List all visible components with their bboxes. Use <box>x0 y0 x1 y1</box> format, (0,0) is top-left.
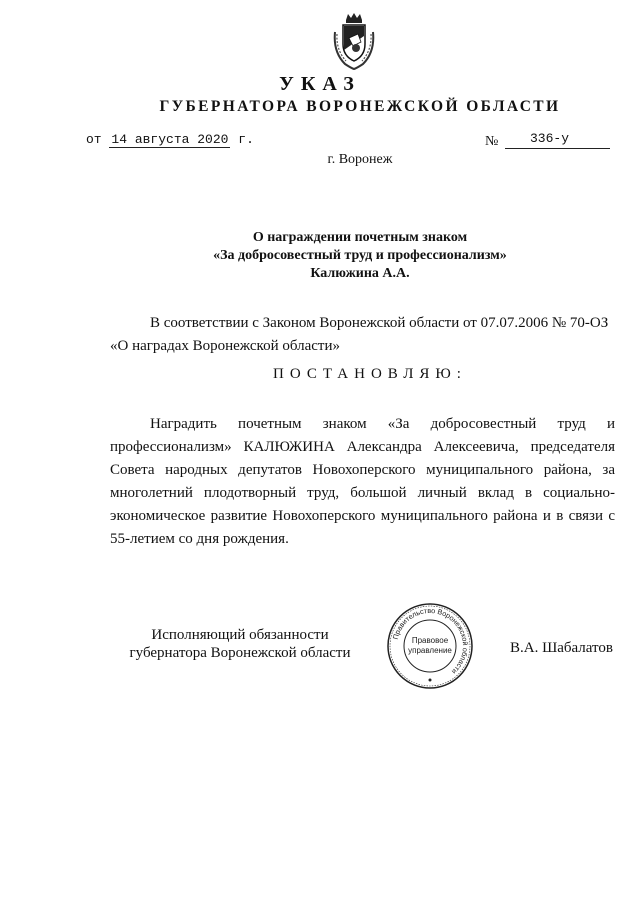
subject-line: Калюжина А.А. <box>310 266 410 281</box>
preamble-line: «О наградах Воронежской области» <box>110 338 341 354</box>
seal-center-line: управление <box>408 646 452 655</box>
coat-of-arms-icon <box>331 12 377 70</box>
position-line: Исполняющий обязанности <box>151 627 329 643</box>
date-prefix: от <box>86 132 102 147</box>
date-line <box>86 132 254 148</box>
date-value: 14 августа 2020 <box>111 132 229 147</box>
subject-line: О награждении почетным знаком <box>252 230 468 245</box>
preamble-line: В соответствии с Законом Воронежской области от 07.07.2006 № 70-ОЗ <box>150 315 609 331</box>
decree-word: ПОСТАНОВЛЯЮ: <box>273 366 467 382</box>
signatory-name: В.А. Шабалатов <box>510 640 613 656</box>
subject-heading <box>0 229 640 283</box>
document-type-title: УКАЗ <box>279 73 361 95</box>
official-seal-icon <box>386 602 474 690</box>
subject-line: «За добросовестный труд и профессионализм» <box>213 248 507 263</box>
issuer-title: ГУБЕРНАТОРА ВОРОНЕЖСКОЙ ОБЛАСТИ <box>159 98 561 115</box>
seal-center-line: Правовое <box>411 636 449 645</box>
decree-paragraph: Наградить почетным знаком «За добросовестный труд и профессионализм» КАЛЮЖИНА Александра Алексеевича, председателя Совета народных депутатов Новохоперского муниципального района, за многолетний плодотворный труд, большой личный вклад в социально-экономическое развитие Новохоперского муниципального района и в связи с 55-летием со дня рождения. <box>110 416 615 547</box>
preamble <box>110 312 620 358</box>
number-underline <box>505 148 610 149</box>
number-label: № <box>485 134 499 149</box>
city: г. Воронеж <box>327 152 393 167</box>
number-value: 336-у <box>530 131 570 146</box>
date-suffix: г. <box>238 132 254 147</box>
seal-ring-text: Правительство Воронежской области <box>390 605 471 677</box>
signatory-position <box>120 626 360 662</box>
position-line: губернатора Воронежской области <box>129 645 351 661</box>
